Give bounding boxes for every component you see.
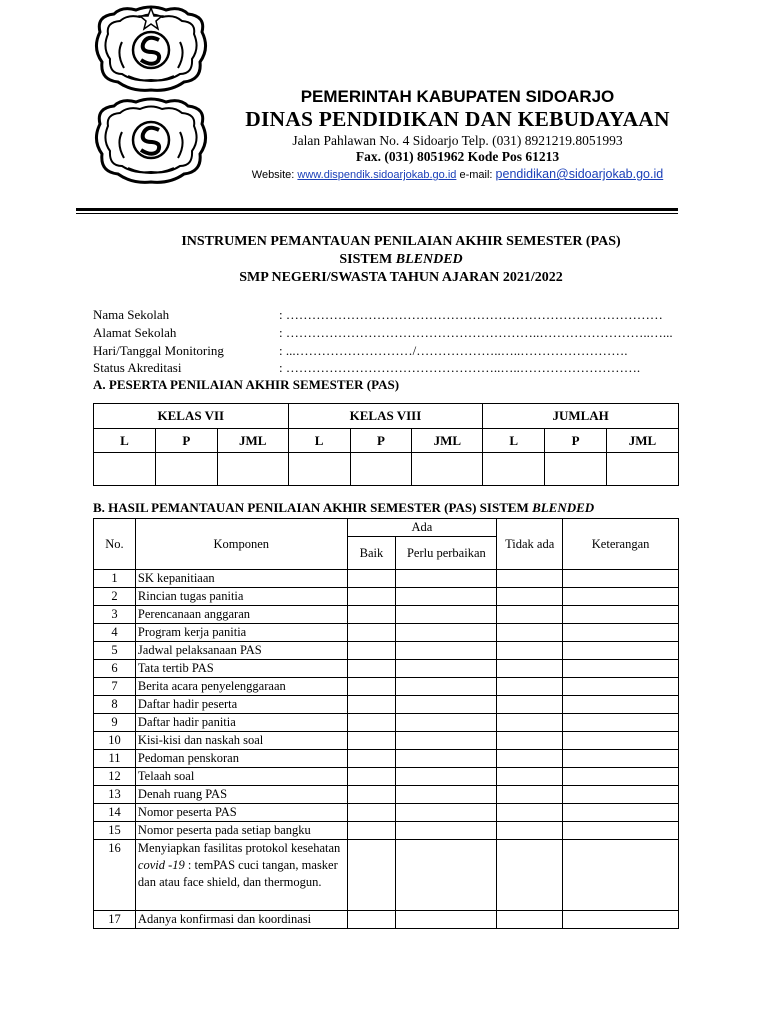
header-rule-thin — [76, 213, 678, 214]
row-komponen: Nomor peserta pada setiap bangku — [135, 822, 347, 840]
row-number: 17 — [94, 911, 136, 929]
check-tidak-ada[interactable] — [497, 840, 563, 911]
check-perlu-perbaikan[interactable] — [396, 714, 497, 732]
row-komponen: Denah ruang PAS — [135, 786, 347, 804]
check-tidak-ada[interactable] — [497, 696, 563, 714]
row-number: 2 — [94, 588, 136, 606]
check-perlu-perbaikan[interactable] — [396, 606, 497, 624]
row16-text-a: Menyiapkan fasilitas protokol kesehatan — [137, 841, 341, 855]
row-number: 3 — [94, 606, 136, 624]
check-perlu-perbaikan[interactable] — [396, 642, 497, 660]
input-cell[interactable] — [155, 453, 217, 486]
keterangan-cell[interactable] — [563, 588, 679, 606]
input-cell[interactable] — [483, 453, 545, 486]
input-cell[interactable] — [94, 453, 156, 486]
info-value-nama-sekolah[interactable]: : …………………………………………………………………………… — [279, 307, 663, 322]
doc-title-line1: INSTRUMEN PEMANTAUAN PENILAIAN AKHIR SEMESTER (PAS) — [181, 234, 621, 249]
sub-jml: JML — [412, 429, 483, 453]
sub-jml: JML — [607, 429, 679, 453]
agency-contact — [200, 167, 715, 181]
check-perlu-perbaikan[interactable] — [396, 678, 497, 696]
keterangan-cell[interactable] — [563, 732, 679, 750]
sidoarjo-emblem-top — [92, 2, 210, 94]
check-baik[interactable] — [347, 642, 396, 660]
row-number: 7 — [94, 678, 136, 696]
keterangan-cell[interactable] — [563, 840, 679, 911]
check-baik[interactable] — [347, 696, 396, 714]
row-komponen: Daftar hadir panitia — [135, 714, 347, 732]
agency-name: DINAS PENDIDIKAN DAN KEBUDAYAAN — [245, 107, 670, 131]
row-number: 1 — [94, 570, 136, 588]
check-tidak-ada[interactable] — [497, 642, 563, 660]
section-a-title: A. PESERTA PENILAIAN AKHIR SEMESTER (PAS) — [93, 377, 400, 392]
keterangan-cell[interactable] — [563, 822, 679, 840]
input-cell[interactable] — [607, 453, 679, 486]
sub-l: L — [288, 429, 350, 453]
check-perlu-perbaikan[interactable] — [396, 732, 497, 750]
check-tidak-ada[interactable] — [497, 606, 563, 624]
check-baik[interactable] — [347, 678, 396, 696]
check-baik[interactable] — [347, 714, 396, 732]
check-tidak-ada[interactable] — [497, 911, 563, 929]
row-komponen: Jadwal pelaksanaan PAS — [135, 642, 347, 660]
header-rule-thick — [76, 208, 678, 211]
check-perlu-perbaikan[interactable] — [396, 696, 497, 714]
row-number: 15 — [94, 822, 136, 840]
check-baik[interactable] — [347, 786, 396, 804]
check-baik[interactable] — [347, 804, 396, 822]
check-perlu-perbaikan[interactable] — [396, 911, 497, 929]
check-tidak-ada[interactable] — [497, 786, 563, 804]
row-number: 8 — [94, 696, 136, 714]
table-row — [94, 606, 679, 624]
check-tidak-ada[interactable] — [497, 588, 563, 606]
website-label: Website: — [251, 169, 295, 181]
info-value-alamat-sekolah[interactable]: : …………………………………………………..……………………..…... — [279, 325, 673, 340]
header-tidak-ada: Tidak ada — [497, 519, 563, 570]
table-row — [94, 696, 679, 714]
keterangan-cell[interactable] — [563, 678, 679, 696]
table-row — [94, 588, 679, 606]
check-perlu-perbaikan[interactable] — [396, 660, 497, 678]
check-tidak-ada[interactable] — [497, 714, 563, 732]
input-cell[interactable] — [217, 453, 288, 486]
table-row — [94, 804, 679, 822]
keterangan-cell[interactable] — [563, 570, 679, 588]
row-number: 13 — [94, 786, 136, 804]
keterangan-cell[interactable] — [563, 696, 679, 714]
header-no: No. — [94, 519, 136, 570]
row-komponen — [135, 840, 347, 911]
keterangan-cell[interactable] — [563, 786, 679, 804]
check-perlu-perbaikan[interactable] — [396, 588, 497, 606]
doc-title-line2-prefix: SISTEM — [339, 252, 396, 267]
check-baik[interactable] — [347, 750, 396, 768]
check-perlu-perbaikan[interactable] — [396, 822, 497, 840]
keterangan-cell[interactable] — [563, 750, 679, 768]
row-komponen: Program kerja panitia — [135, 624, 347, 642]
header-perlu-perbaikan: Perlu perbaikan — [396, 537, 497, 570]
row-number: 12 — [94, 768, 136, 786]
doc-title-line2 — [76, 252, 726, 268]
row-number: 5 — [94, 642, 136, 660]
row-number: 11 — [94, 750, 136, 768]
check-tidak-ada[interactable] — [497, 624, 563, 642]
check-tidak-ada[interactable] — [497, 804, 563, 822]
row16-text-b: : temPAS cuci tangan, masker dan atau face shield, dan thermogun. — [137, 858, 338, 889]
section-b-title-italic: BLENDED — [532, 500, 595, 515]
sub-jml: JML — [217, 429, 288, 453]
monitoring-rows — [94, 570, 679, 840]
check-perlu-perbaikan[interactable] — [396, 786, 497, 804]
section-b-title — [93, 500, 594, 516]
check-perlu-perbaikan[interactable] — [396, 768, 497, 786]
check-tidak-ada[interactable] — [497, 822, 563, 840]
check-perlu-perbaikan[interactable] — [396, 750, 497, 768]
row-komponen: Kisi-kisi dan naskah soal — [135, 732, 347, 750]
info-label-alamat-sekolah: Alamat Sekolah — [93, 325, 177, 340]
keterangan-cell[interactable] — [563, 804, 679, 822]
row-komponen: Berita acara penyelenggaraan — [135, 678, 347, 696]
email-label: e-mail: — [459, 169, 493, 181]
row-komponen: SK kepanitiaan — [135, 570, 347, 588]
table-row — [94, 570, 679, 588]
input-cell[interactable] — [288, 453, 350, 486]
row-number: 6 — [94, 660, 136, 678]
keterangan-cell[interactable] — [563, 714, 679, 732]
row-komponen: Daftar hadir peserta — [135, 696, 347, 714]
row-komponen: Tata tertib PAS — [135, 660, 347, 678]
check-baik[interactable] — [347, 588, 396, 606]
check-tidak-ada[interactable] — [497, 678, 563, 696]
row-number: 4 — [94, 624, 136, 642]
keterangan-cell[interactable] — [563, 642, 679, 660]
keterangan-cell[interactable] — [563, 660, 679, 678]
row-number: 14 — [94, 804, 136, 822]
table-row — [94, 750, 679, 768]
check-baik[interactable] — [347, 768, 396, 786]
row-number: 9 — [94, 714, 136, 732]
info-value-status-akreditasi[interactable]: : …………………………………………..…..………………………. — [279, 360, 641, 375]
row-number: 16 — [94, 840, 136, 911]
input-cell[interactable] — [545, 453, 607, 486]
row-komponen: Perencanaan anggaran — [135, 606, 347, 624]
table-row — [94, 624, 679, 642]
sub-p: P — [350, 429, 412, 453]
check-baik[interactable] — [347, 840, 396, 911]
table-row — [94, 768, 679, 786]
table-row — [94, 678, 679, 696]
info-value-hari-tanggal[interactable]: : ...………………………/………………..…..……………………. — [279, 343, 628, 358]
agency-fax: Fax. (031) 8051962 Kode Pos 61213 — [355, 149, 560, 164]
row-number: 10 — [94, 732, 136, 750]
website-link[interactable]: www.dispendik.sidoarjokab.go.id — [297, 169, 457, 181]
header-keterangan: Keterangan — [563, 519, 679, 570]
keterangan-cell[interactable] — [563, 606, 679, 624]
check-baik[interactable] — [347, 570, 396, 588]
keterangan-cell[interactable] — [563, 624, 679, 642]
table-row — [94, 786, 679, 804]
check-perlu-perbaikan[interactable] — [396, 570, 497, 588]
header-komponen: Komponen — [135, 519, 347, 570]
header-ada: Ada — [347, 519, 497, 537]
input-cell[interactable] — [412, 453, 483, 486]
info-label-nama-sekolah: Nama Sekolah — [93, 307, 170, 322]
government-name: PEMERINTAH KABUPATEN SIDOARJO — [300, 87, 615, 106]
group-kelas-vii: KELAS VII — [94, 404, 289, 429]
table-row — [94, 660, 679, 678]
check-baik[interactable] — [347, 660, 396, 678]
check-baik[interactable] — [347, 822, 396, 840]
info-label-hari-tanggal: Hari/Tanggal Monitoring — [93, 343, 224, 358]
sub-l: L — [483, 429, 545, 453]
check-tidak-ada[interactable] — [497, 660, 563, 678]
participants-table — [93, 403, 679, 486]
check-tidak-ada[interactable] — [497, 570, 563, 588]
info-label-status-akreditasi: Status Akreditasi — [93, 360, 182, 375]
sub-p: P — [545, 429, 607, 453]
row-komponen: Rincian tugas panitia — [135, 588, 347, 606]
sub-l: L — [94, 429, 156, 453]
keterangan-cell[interactable] — [563, 911, 679, 929]
input-cell[interactable] — [350, 453, 412, 486]
check-baik[interactable] — [347, 911, 396, 929]
row-komponen: Telaah soal — [135, 768, 347, 786]
monitoring-table — [93, 518, 679, 929]
section-b-title-prefix: B. HASIL PEMANTAUAN PENILAIAN AKHIR SEMESTER (PAS) SISTEM — [93, 500, 533, 515]
check-tidak-ada[interactable] — [497, 732, 563, 750]
table-row — [94, 714, 679, 732]
check-baik[interactable] — [347, 732, 396, 750]
doc-title-line3: SMP NEGERI/SWASTA TAHUN AJARAN 2021/2022 — [239, 270, 563, 285]
check-baik[interactable] — [347, 606, 396, 624]
doc-title-line2-italic: BLENDED — [395, 252, 463, 267]
check-perlu-perbaikan[interactable] — [396, 804, 497, 822]
header-baik: Baik — [347, 537, 396, 570]
agency-address: Jalan Pahlawan No. 4 Sidoarjo Telp. (031) 8921219.8051993 — [292, 133, 623, 148]
group-kelas-viii: KELAS VIII — [288, 404, 483, 429]
table-row — [94, 822, 679, 840]
group-jumlah: JUMLAH — [483, 404, 679, 429]
keterangan-cell[interactable] — [563, 768, 679, 786]
email-link[interactable]: pendidikan@sidoarjokab.go.id — [495, 167, 664, 181]
row-komponen: Adanya konfirmasi dan koordinasi — [135, 911, 347, 929]
check-perlu-perbaikan[interactable] — [396, 624, 497, 642]
check-tidak-ada[interactable] — [497, 750, 563, 768]
row16-text-italic: covid -19 — [137, 858, 185, 872]
table-row — [94, 732, 679, 750]
check-perlu-perbaikan[interactable] — [396, 840, 497, 911]
check-tidak-ada[interactable] — [497, 768, 563, 786]
sidoarjo-emblem-bottom — [92, 94, 210, 186]
row-komponen: Pedoman penskoran — [135, 750, 347, 768]
table-row — [94, 642, 679, 660]
row-komponen: Nomor peserta PAS — [135, 804, 347, 822]
check-baik[interactable] — [347, 624, 396, 642]
sub-p: P — [155, 429, 217, 453]
